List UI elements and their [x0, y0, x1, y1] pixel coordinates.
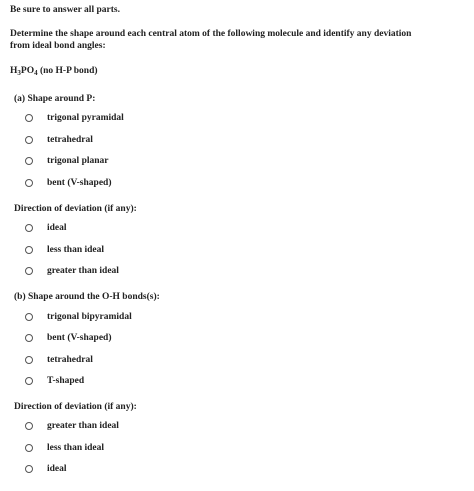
deviation-a-option-ideal[interactable]: [25, 222, 67, 234]
deviation-b-heading: Direction of deviation (if any):: [14, 402, 137, 412]
option-label: less than ideal: [47, 443, 105, 453]
option-label: greater than ideal: [47, 421, 119, 431]
part-b-heading: (b) Shape around the O-H bonds(s):: [14, 292, 160, 302]
radio-button[interactable]: [25, 356, 33, 364]
radio-button[interactable]: [25, 377, 33, 385]
part-a-option-trigonal-planar[interactable]: [25, 155, 109, 167]
option-label: trigonal pyramidal: [47, 113, 124, 123]
deviation-b-option-less-than-ideal[interactable]: [25, 442, 104, 454]
radio-button[interactable]: [25, 224, 33, 232]
radio-button[interactable]: [25, 136, 33, 144]
part-b-option-tetrahedral[interactable]: [25, 354, 93, 366]
option-label: ideal: [47, 464, 67, 474]
radio-button[interactable]: [25, 179, 33, 187]
formula-o-subscript: 4: [34, 69, 38, 77]
radio-button[interactable]: [25, 246, 33, 254]
radio-button[interactable]: [25, 422, 33, 430]
radio-button[interactable]: [25, 114, 33, 122]
radio-button[interactable]: [25, 465, 33, 473]
part-a-heading: (a) Shape around P:: [14, 94, 96, 104]
formula-note: (no H-P bond): [37, 66, 98, 76]
deviation-a-option-greater-than-ideal[interactable]: [25, 265, 119, 277]
option-label: tetrahedral: [47, 355, 93, 365]
radio-button[interactable]: [25, 334, 33, 342]
radio-button[interactable]: [25, 157, 33, 165]
radio-button[interactable]: [25, 313, 33, 321]
option-label: trigonal bipyramidal: [47, 312, 132, 322]
deviation-b-option-greater-than-ideal[interactable]: [25, 420, 119, 432]
option-label: less than ideal: [47, 245, 105, 255]
formula-h-subscript: 3: [17, 69, 21, 77]
deviation-b-option-ideal[interactable]: [25, 463, 67, 475]
question-text-line2: from ideal bond angles:: [10, 41, 106, 51]
molecule-formula: [10, 66, 98, 77]
formula-po: PO: [20, 66, 35, 76]
option-label: greater than ideal: [47, 266, 119, 276]
option-label: T-shaped: [47, 376, 85, 386]
part-a-option-tetrahedral[interactable]: [25, 134, 93, 146]
part-a-option-bent[interactable]: [25, 177, 111, 189]
deviation-a-option-less-than-ideal[interactable]: [25, 244, 104, 256]
part-b-option-bent[interactable]: [25, 332, 111, 344]
option-label: bent (V-shaped): [47, 178, 112, 188]
option-label: trigonal planar: [47, 156, 109, 166]
radio-button[interactable]: [25, 444, 33, 452]
formula-h: H: [10, 66, 18, 76]
option-label: bent (V-shaped): [47, 333, 112, 343]
part-b-option-t-shaped[interactable]: [25, 375, 84, 387]
part-a-option-trigonal-pyramidal[interactable]: [25, 112, 124, 124]
deviation-a-heading: Direction of deviation (if any):: [14, 204, 137, 214]
radio-button[interactable]: [25, 267, 33, 275]
part-b-option-trigonal-bipyramidal[interactable]: [25, 311, 132, 323]
question-text-line1: Determine the shape around each central atom of the following molecule and identify any deviation: [10, 29, 412, 39]
option-label: tetrahedral: [47, 135, 93, 145]
option-label: ideal: [47, 223, 67, 233]
instruction-text: Be sure to answer all parts.: [10, 5, 120, 15]
